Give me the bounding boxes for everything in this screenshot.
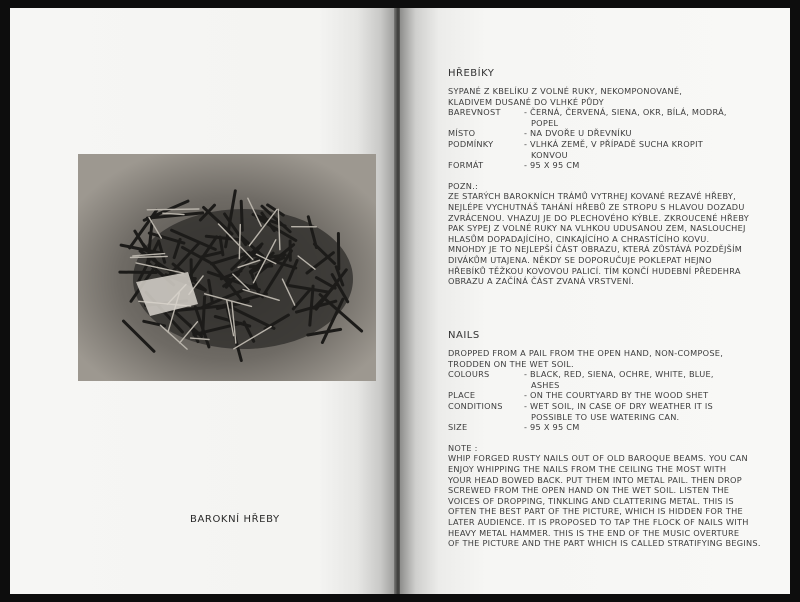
spec-value: - BLACK, RED, SIENA, OCHRE, WHITE, BLUE, bbox=[524, 369, 714, 380]
english-heading: NAILS bbox=[448, 330, 480, 341]
spec-key: FORMÁT bbox=[448, 160, 484, 171]
czech-note bbox=[448, 191, 778, 286]
note-line: SCREWED FROM THE OPEN HAND ON THE WET SOIL. LISTEN THE bbox=[448, 485, 730, 496]
note-line: OFTEN THE BEST PART OF THE PICTURE, WHICH IS HIDDEN FOR THE bbox=[448, 506, 743, 517]
spec-row bbox=[448, 401, 778, 422]
english-note bbox=[448, 453, 778, 548]
spec-key: PLACE bbox=[448, 390, 476, 401]
english-note-label: NOTE : bbox=[448, 442, 478, 453]
spec-value: - WET SOIL, IN CASE OF DRY WEATHER IT IS bbox=[524, 400, 713, 411]
spec-row bbox=[448, 390, 778, 401]
note-line: HEAVY METAL HAMMER. THIS IS THE END OF THE MUSIC OVERTURE bbox=[448, 527, 740, 538]
note-line: OF THE PICTURE AND THE PART WHICH IS CALLED STRATIFYING BEGINS. bbox=[448, 538, 761, 549]
spec-row bbox=[448, 422, 778, 433]
note-line: OBRAZU A ZAČÍNÁ ČÁST ZVANÁ VRSTVENÍ. bbox=[448, 276, 635, 287]
note-line: LATER AUDIENCE. IT IS PROPOSED TO TAP THE FLOCK OF NAILS WITH bbox=[448, 516, 749, 527]
note-line: ZVRÁCENOU. VHAZUJ JE DO PLECHOVÉHO KÝBLE. ZKROUCENÉ HŘEBY bbox=[448, 212, 749, 223]
spec-key: PODMÍNKY bbox=[448, 138, 494, 149]
czech-intro-line: KLADIVEM DUSANÉ DO VLHKÉ PŮDY bbox=[448, 96, 604, 107]
spec-value: POPEL bbox=[531, 117, 559, 128]
note-line: MNOHDY JE TO NEJLEPŠÍ ČÁST OBRAZU, KTERÁ ZŮSTÁVÁ POZDĚJŠÍM bbox=[448, 244, 743, 255]
note-line: NEJLÉPE VYCHUTNÁŠ TAHÁNÍ HŘEBŮ ZE STROPU S HLAVOU DOZADU bbox=[448, 201, 745, 212]
note-line: YOUR HEAD BOWED BACK. PUT THEM INTO METAL PAIL. THEN DROP bbox=[448, 474, 742, 485]
spec-key: SIZE bbox=[448, 422, 468, 433]
nail-pile-image bbox=[78, 154, 376, 381]
czech-intro-line: SYPANÉ Z KBELÍKU Z VOLNÉ RUKY, NEKOMPONOVANÉ, bbox=[448, 86, 683, 96]
czech-intro bbox=[448, 86, 778, 107]
spec-row bbox=[448, 107, 778, 128]
spec-row bbox=[448, 369, 778, 390]
spec-key: COLOURS bbox=[448, 369, 490, 380]
note-line: HŘEBÍKŮ TĚŽKOU KOVOVOU PALICÍ. TÍM KONČÍ HUDEBNÍ PŘEDEHRA bbox=[448, 265, 741, 276]
note-line: WHIP FORGED RUSTY NAILS OUT OF OLD BAROQUE BEAMS. YOU CAN bbox=[448, 453, 748, 464]
czech-heading: HŘEBÍKY bbox=[448, 68, 495, 79]
english-intro bbox=[448, 348, 778, 369]
open-book bbox=[10, 8, 790, 594]
spec-value: - ČERNÁ, ČERVENÁ, SIENA, OKR, BÍLÁ, MODRÁ, bbox=[524, 107, 727, 118]
english-intro-line: TRODDEN ON THE WET SOIL. bbox=[448, 358, 574, 369]
photo-caption: BAROKNÍ HŘEBY bbox=[190, 514, 280, 525]
left-page bbox=[10, 8, 396, 594]
spec-row bbox=[448, 128, 778, 139]
note-line: ENJOY WHIPPING THE NAILS FROM THE CEILING THE MOST WITH bbox=[448, 463, 727, 474]
spec-value: - ON THE COURTYARD BY THE WOOD SHET bbox=[524, 390, 709, 401]
note-line: HLASŮM DOPADAJÍCÍHO, CINKAJÍCÍHO A CHRASTÍCÍHO KOVU. bbox=[448, 233, 710, 244]
note-line: ZE STARÝCH BAROKNÍCH TRÁMŮ VYTRHEJ KOVANÉ REZAVÉ HŘEBY, bbox=[448, 191, 736, 202]
spec-row bbox=[448, 160, 778, 171]
note-line: DIVÁKŮM UTAJENA. NĚKDY SE DOPORUČUJE POKLEPAT HEJNO bbox=[448, 254, 712, 265]
spec-value: - NA DVOŘE U DŘEVNÍKU bbox=[524, 128, 632, 139]
note-line: PAK SYPEJ Z VOLNÉ RUKY NA VLHKOU UDUSANOU ZEM, NASLOUCHEJ bbox=[448, 223, 746, 234]
czech-body bbox=[448, 86, 778, 287]
spec-value: POSSIBLE TO USE WATERING CAN. bbox=[531, 411, 680, 422]
spec-value: - 95 X 95 CM bbox=[524, 160, 580, 171]
english-body bbox=[448, 348, 778, 549]
spec-key: BAREVNOST bbox=[448, 107, 501, 118]
spec-row bbox=[448, 139, 778, 160]
right-page bbox=[400, 8, 790, 594]
spec-value: - VLHKÁ ZEMĚ, V PŘÍPADĚ SUCHA KROPIT bbox=[524, 138, 703, 149]
note-line: VOICES OF DROPPING, TINKLING AND CLATTERING METAL. THIS IS bbox=[448, 495, 734, 506]
spec-value: - 95 X 95 CM bbox=[524, 422, 580, 433]
spec-value: ASHES bbox=[531, 379, 560, 390]
english-intro-line: DROPPED FROM A PAIL FROM THE OPEN HAND, NON-COMPOSE, bbox=[448, 348, 724, 358]
spec-key: MÍSTO bbox=[448, 128, 476, 139]
nails-photograph bbox=[78, 154, 376, 381]
spec-value: KONVOU bbox=[531, 149, 568, 160]
czech-note-label: POZN.: bbox=[448, 180, 478, 191]
spec-key: CONDITIONS bbox=[448, 400, 503, 411]
